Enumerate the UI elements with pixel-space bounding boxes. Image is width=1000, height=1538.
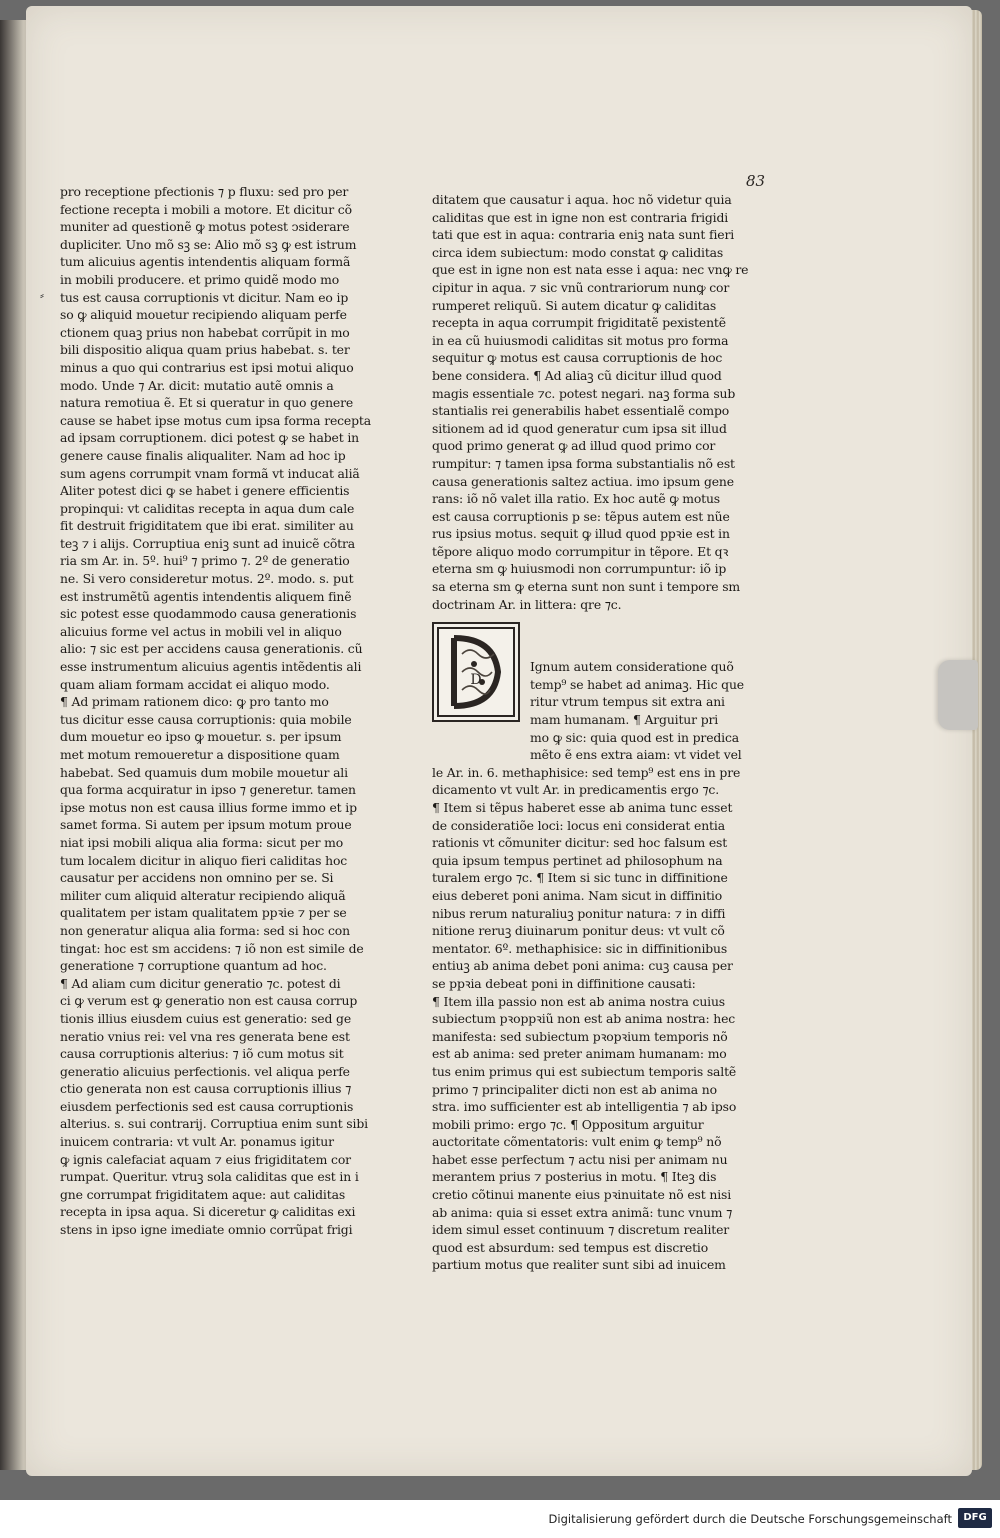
text-line: fit destruit frigiditatem que ibi erat. similiter au: [60, 518, 354, 534]
text-line: pro receptione pfectionis ⁊ p fluxu: sed pro per: [60, 184, 349, 199]
text-line: le Ar. in. 6. methaphisice: sed temp⁹ est ens in pre: [432, 764, 741, 780]
text-line: rumpitur: ⁊ tamen ipsa forma substantialis nõ est: [432, 455, 735, 471]
text-line: muniter ad questionẽ ꝙ motus potest ↄsiderare: [60, 219, 350, 235]
text-line: merantem prius ⁊ posterius in motu. ¶ Iteꝫ dis: [432, 1169, 717, 1185]
text-line: tus enim primus qui est subiectum temporis saltẽ: [432, 1063, 737, 1079]
text-line: temp⁹ se habet ad animaꝫ. Hic que: [530, 676, 744, 692]
text-line: tingat: hoc est sm accidens: ⁊ iõ non est simile de: [60, 940, 364, 956]
text-line: habebat. Sed quamuis dum mobile mouetur ali: [60, 764, 348, 780]
margin-note: ⸗: [40, 288, 44, 302]
text-line: met motum remoueretur a dispositione quam: [60, 747, 340, 762]
text-line: inuicem contraria: vt vult Ar. ponamus igitur: [60, 1134, 334, 1150]
text-line: ritur vtrum tempus sit extra ani: [530, 694, 725, 710]
text-line: tus dicitur esse causa corruptionis: quia mobile: [60, 711, 352, 727]
text-line: propinqui: vt caliditas recepta in aqua dum cale: [60, 500, 355, 516]
text-line: rus ipsius motus. sequit ꝙ illud quod ppꝛie est in: [432, 526, 730, 542]
text-line: niat ipsi mobili aliqua alia forma: sicut per mo: [60, 834, 344, 850]
text-line: eiusdem perfectionis sed est causa corruptionis: [60, 1098, 354, 1114]
text-line: quod est absurdum: sed tempus est discretio: [432, 1239, 709, 1255]
text-line: ad ipsam corruptionem. dici potest ꝙ se habet in: [60, 430, 359, 446]
text-line: sa eterna sm ꝙ eterna sunt non sunt i tempore sm: [432, 579, 741, 595]
text-line: mẽto ẽ ens extra aiam: vt videt vel: [530, 747, 742, 763]
text-line: recepta in ipsa aqua. Si diceretur ꝙ caliditas exi: [60, 1204, 356, 1220]
text-line: tus est causa corruptionis vt dicitur. Nam eo ip: [60, 289, 349, 305]
text-line: ꝙ ignis calefaciat aquam ⁊ eius frigiditatem cor: [60, 1151, 351, 1167]
text-line: ¶ Ad aliam cum dicitur generatio ⁊c. potest di: [60, 975, 341, 991]
text-line: dum mouetur eo ipso ꝙ mouetur. s. per ipsum: [60, 729, 342, 745]
text-line: est instrumẽtũ agentis intendentis aliquem finẽ: [60, 588, 352, 604]
text-line: in ea cũ huiusmodi caliditas sit motus pro forma: [432, 332, 729, 348]
text-line: nibus rerum naturaliuꝫ ponitur natura: ⁊ in diffi: [432, 905, 726, 921]
text-line: rumperet reliquũ. Si autem dicatur ꝙ caliditas: [432, 297, 717, 313]
text-line: est causa corruptionis p se: tẽpus autem est nũe: [432, 508, 730, 524]
text-line: genere cause finalis aliqualiter. Nam ad hoc ip: [60, 447, 346, 463]
right-column-bottom-text: [432, 764, 772, 1274]
text-line: in mobili producere. et primo quidẽ modo mo: [60, 271, 340, 287]
text-line: ria sm Ar. in. 5º. hui⁹ ⁊ primo ⁊. 2º de generatio: [60, 553, 350, 569]
text-line: cipitur in aqua. ⁊ sic vnũ contrariorum nunꝙ cor: [432, 279, 730, 295]
text-line: sequitur ꝙ motus est causa corruptionis de hoc: [432, 350, 723, 366]
text-line: mam humanam. ¶ Arguitur pri: [530, 712, 719, 728]
text-line: ci ꝙ verum est ꝙ generatio non est causa corrup: [60, 993, 358, 1009]
text-line: quia ipsum tempus pertinet ad philosophum na: [432, 852, 723, 868]
text-line: rans: iõ nõ valet illa ratio. Ex hoc autẽ ꝙ motus: [432, 491, 721, 507]
text-line: ctio generata non est causa corruptionis illius ⁊: [60, 1081, 352, 1097]
text-line: alio: ⁊ sic est per accidens causa generationis. cũ: [60, 641, 363, 657]
text-line: qualitatem per istam qualitatem ppꝛie ⁊ per se: [60, 905, 347, 921]
text-line: esse instrumentum alicuius agentis intẽdentis ali: [60, 659, 362, 675]
text-line: gne corrumpat frigiditatem aque: aut caliditas: [60, 1186, 346, 1202]
right-column-top-text: [432, 191, 772, 613]
text-line: de consideratiõe loci: locus eni considerat entia: [432, 817, 725, 833]
text-line: recepta in aqua corrumpit frigiditatẽ pexistentẽ: [432, 315, 726, 331]
decorated-initial-letter: [432, 622, 520, 722]
text-line: sic potest esse quodammodo causa generationis: [60, 606, 357, 622]
funding-notice: Digitalisierung gefördert durch die Deutsche Forschungsgemeinschaft: [548, 1512, 952, 1526]
text-line: mentator. 6º. methaphisice: sic in diffinitionibus: [432, 940, 728, 956]
text-line: so ꝙ aliquid mouetur recipiendo aliquam perfe: [60, 307, 347, 323]
text-line: idem simul esset continuum ⁊ discretum realiter: [432, 1222, 730, 1238]
text-line: ne. Si vero consideretur motus. 2º. modo. s. put: [60, 571, 354, 587]
text-line: primo ⁊ principaliter dicti non est ab anima no: [432, 1081, 717, 1097]
dfg-logo: DFG: [958, 1508, 992, 1528]
text-line: generatio alicuius perfectionis. vel aliqua perfe: [60, 1063, 350, 1079]
text-line: tionis illius eiusdem cuius est generatio: sed ge: [60, 1010, 352, 1026]
text-line: subiectum pꝛoppꝛiũ non est ab anima nostra: hec: [432, 1011, 736, 1027]
text-line: sum agens corrumpit vnam formã vt inducat aliã: [60, 465, 360, 481]
text-line: teꝫ ⁊ i alijs. Corruptiua eniꝫ sunt ad inuicẽ cõtra: [60, 535, 356, 551]
text-line: habet esse perfectum ⁊ actu nisi per animam nu: [432, 1151, 728, 1167]
text-line: ditatem que causatur i aqua. hoc nõ videtur quia: [432, 192, 732, 207]
page-number: 83: [746, 172, 766, 190]
text-line: fectione recepta i mobili a motore. Et dicitur cõ: [60, 201, 352, 217]
text-line: tum localem dicitur in aliquo fieri caliditas hoc: [60, 852, 348, 868]
text-line: eius deberet poni anima. Nam sicut in diffinitio: [432, 887, 723, 903]
text-line: partium motus que realiter sunt sibi ad inuicem: [432, 1257, 726, 1273]
text-line: non generatur aliqua alia forma: sed si hoc con: [60, 922, 350, 938]
text-line: magis essentiale ⁊c. potest negari. naꝫ forma sub: [432, 385, 736, 401]
text-line: tẽpore aliquo modo corrumpitur in tẽpore. Et qꝛ: [432, 543, 729, 559]
text-line: nitione reruꝫ diuinarum ponitur deus: vt vult cõ: [432, 923, 725, 939]
right-column: [432, 191, 772, 1274]
text-line: ab anima: quia si esset extra animã: tunc vnum ⁊: [432, 1204, 733, 1220]
text-line: generatione ⁊ corruptione quantum ad hoc.: [60, 958, 327, 974]
text-line: natura remotiua ẽ. Et si queratur in quo genere: [60, 395, 354, 411]
text-line: cretio cõtinui manente eius pꝛinuitate nõ est nisi: [432, 1187, 732, 1203]
text-line: militer cum aliquid alteratur recipiendo aliquã: [60, 887, 346, 903]
text-line: ¶ Ad primam rationem dico: ꝙ pro tanto mo: [60, 694, 329, 710]
text-line: tum alicuius agentis intendentis aliquam formã: [60, 254, 351, 270]
text-line: bene considera. ¶ Ad aliaꝫ cũ dicitur illud quod: [432, 367, 722, 383]
text-line: cause se habet ipse motus cum ipsa forma recepta: [60, 412, 371, 428]
left-column: [60, 183, 400, 1239]
text-line: que est in igne non est nata esse i aqua: nec vnꝙ re: [432, 262, 749, 278]
text-line: manifesta: sed subiectum pꝛopꝛium temporis nõ: [432, 1028, 728, 1044]
text-line: dupliciter. Uno mõ sꝫ se: Alio mõ sꝫ ꝙ est istrum: [60, 236, 357, 252]
text-line: turalem ergo ⁊c. ¶ Item si sic tunc in diffinitione: [432, 870, 728, 886]
text-line: auctoritate cõmentatoris: vult enim ꝙ temp⁹ nõ: [432, 1134, 722, 1150]
text-line: doctrinam Ar. in littera: qre ⁊c.: [432, 596, 622, 612]
text-line: sitionem ad id quod generatur cum ipsa sit illud: [432, 420, 727, 436]
text-line: est ab anima: sed preter animam humanam: mo: [432, 1046, 727, 1062]
text-line: causatur per accidens non omnino per se. Si: [60, 870, 334, 886]
text-line: mobili primo: ergo ⁊c. ¶ Oppositum arguitur: [432, 1116, 704, 1132]
text-line: causa generationis saltez actiua. imo ipsum gene: [432, 473, 734, 489]
text-line: stens in ipso igne imediate omnio corrũpat frigi: [60, 1222, 353, 1238]
text-line: circa idem subiectum: modo constat ꝙ caliditas: [432, 244, 724, 260]
text-line: rationis vt cõmuniter dicitur: sed hoc falsum est: [432, 835, 728, 851]
text-line: ¶ Item si tẽpus haberet esse ab anima tunc esset: [432, 800, 733, 815]
bookmark-tab: [938, 660, 978, 730]
text-line: ctionem quaꝫ prius non habebat corrũpit in mo: [60, 324, 350, 340]
text-line: Aliter potest dici ꝙ se habet i genere efficientis: [60, 483, 350, 499]
text-line: qua forma acquiratur in ipso ⁊ generetur. tamen: [60, 782, 356, 798]
text-line: samet forma. Si autem per ipsum motum proue: [60, 817, 352, 833]
footer-bar: [0, 1500, 1000, 1538]
text-line: ¶ Item illa passio non est ab anima nostra cuius: [432, 993, 726, 1009]
text-line: ipse motus non est causa illius forme immo et ip: [60, 799, 357, 815]
text-line: alicuius forme vel actus in mobili vel in aliquo: [60, 623, 342, 639]
initial-ornament: [434, 624, 518, 720]
text-line: neratio vnius rei: vel vna res generata bene est: [60, 1028, 350, 1044]
text-line: bili dispositio aliqua quam prius habebat. s. ter: [60, 342, 350, 358]
text-line: rumpat. Queritur. vtruꝫ sola caliditas que est in i: [60, 1169, 359, 1185]
text-line: Ignum autem consideratione quõ: [530, 659, 734, 675]
text-line: stantialis rei generabilis habet essentialẽ compo: [432, 403, 730, 419]
text-line: mo ꝙ sic: quia quod est in predica: [530, 729, 740, 745]
text-line: eterna sm ꝙ huiusmodi non corrumpuntur: iõ ip: [432, 561, 727, 577]
text-line: entiuꝫ ab anima debet poni anima: cuꝫ causa per: [432, 958, 733, 974]
text-line: tati que est in aqua: contraria eniꝫ nata sunt fieri: [432, 227, 735, 243]
text-line: stra. imo sufficienter est ab intelligentia ⁊ ab ipso: [432, 1099, 737, 1115]
text-line: dicamento vt vult Ar. in predicamentis ergo ⁊c.: [432, 782, 719, 798]
text-line: se ppꝛia debeat poni in diffinitione causati:: [432, 975, 696, 991]
text-line: modo. Unde ⁊ Ar. dicit: mutatio autẽ omnis a: [60, 377, 334, 393]
text-line: alterius. s. sui contrarij. Corruptiua enim sunt sibi: [60, 1116, 368, 1132]
text-line: quam aliam formam accidat ei aliquo modo.: [60, 676, 330, 692]
text-line: causa corruptionis alterius: ⁊ iõ cum motus sit: [60, 1046, 344, 1062]
initial-letter-text: D: [470, 672, 482, 688]
text-line: quod primo generat ꝙ ad illud quod primo cor: [432, 438, 716, 454]
text-line: caliditas que est in igne non est contraria frigidi: [432, 209, 729, 225]
text-line: minus a quo qui contrarius est ipsi motui aliquo: [60, 359, 354, 375]
